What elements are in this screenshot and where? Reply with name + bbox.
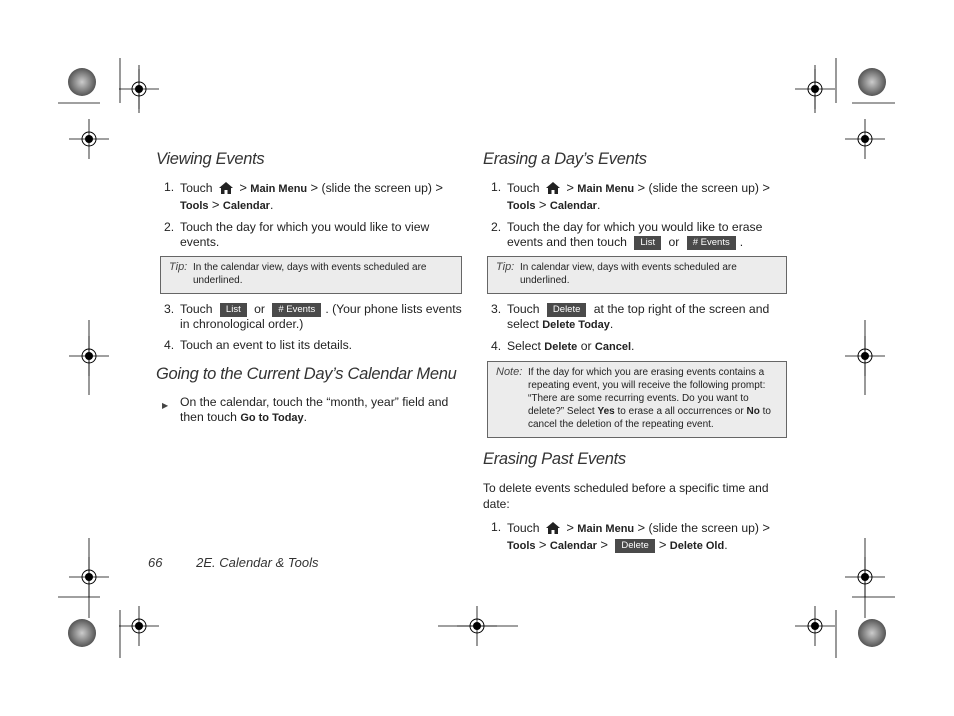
tip-box: Tip: In calendar view, days with events scheduled are underlined. [487, 256, 787, 294]
list-button: List [634, 236, 661, 250]
list-item: 2. Touch the day for which you would like to erase events and then touch List or # Events . [491, 220, 763, 249]
events-button: # Events [687, 236, 736, 250]
delete-button: Delete [615, 539, 654, 553]
list-item: 4. Touch an event to list its details. [164, 338, 353, 352]
section-title: 2E. Calendar & Tools [196, 555, 319, 570]
home-icon [219, 182, 233, 194]
home-icon [546, 182, 560, 194]
erasing-past-heading: Erasing Past Events [483, 450, 626, 468]
viewing-steps [156, 180, 462, 250]
page-number: 66 [148, 555, 163, 570]
tip-box: Tip: In the calendar view, days with events scheduled are underlined. [160, 256, 462, 294]
past-intro: To delete events scheduled before a specific time and date: [483, 481, 769, 511]
list-item: 2. Touch the day for which you would like to view events. [164, 220, 430, 249]
left-column [156, 150, 462, 432]
list-item: 3. Touch List or # Events . (Your phone lists events in chronological order.) [164, 302, 462, 331]
list-item: 3. Touch Delete at the top right of the screen and select Delete Today. [491, 302, 770, 331]
erasing-day-heading: Erasing a Day’s Events [483, 150, 647, 168]
note-box: Note: If the day for which you are erasing events contains a repeating event, you will receive the following prompt: “There are some recurring events. Do you want to delete?” Select Yes to erase a all occurrences or No to cancel the deletion of the repeating event. [487, 361, 787, 438]
list-item: 1. Touch > Main Menu > (slide the screen up) > Tools > Calendar. [491, 180, 770, 212]
list-item: 1. Touch > Main Menu > (slide the screen up) > Tools > Calendar > Delete > Delete Old. [491, 520, 770, 552]
home-icon [546, 522, 560, 534]
page-footer [148, 555, 318, 570]
right-column [483, 150, 789, 560]
list-item: 1. Touch > Main Menu > (slide the screen up) > Tools > Calendar. [164, 180, 443, 212]
list-button: List [220, 303, 247, 317]
viewing-events-heading: Viewing Events [156, 150, 265, 168]
list-item: ▶ On the calendar, touch the “month, year” field and then touch Go to Today. [162, 395, 449, 424]
events-button: # Events [272, 303, 321, 317]
delete-button: Delete [547, 303, 586, 317]
current-day-heading: Going to the Current Day’s Calendar Menu [156, 365, 457, 383]
list-item: 4. Select Delete or Cancel. [491, 339, 635, 353]
